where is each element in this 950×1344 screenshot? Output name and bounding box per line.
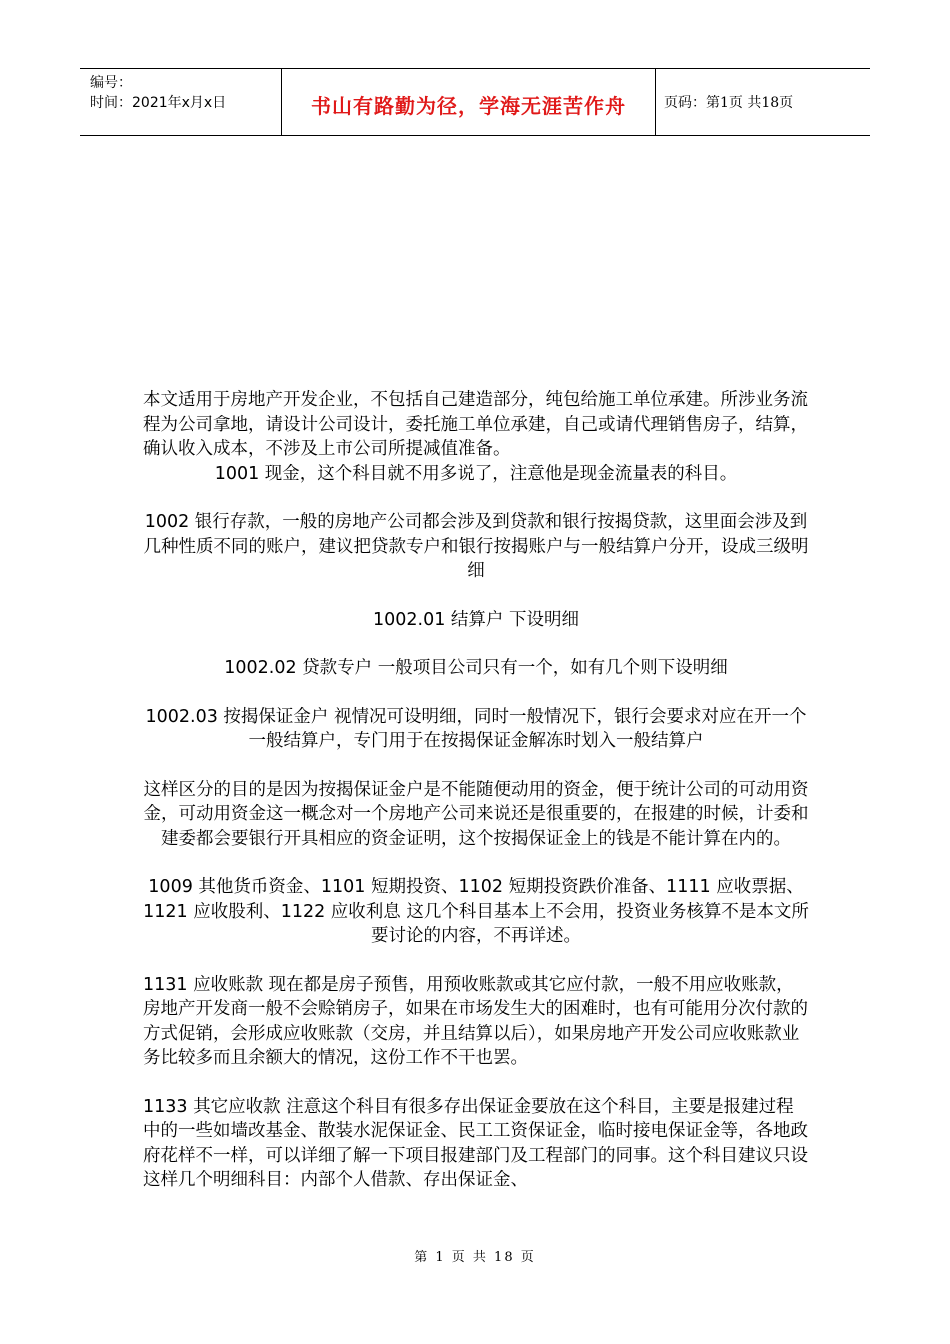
- header-motto-cell: [282, 69, 656, 135]
- paragraph-1002: 1002 银行存款，一般的房地产公司都会涉及到贷款和银行按揭贷款，这里面会涉及到几种性质不同的账户，建议把贷款专户和银行按揭账户与一般结算户分开，设成三级明细: [143, 512, 809, 581]
- header-motto: 书山有路勤为径，学海无涯苦作舟: [311, 93, 626, 118]
- paragraph-1002-01: 1002.01 结算户 下设明细: [373, 609, 579, 630]
- paragraph-1002-02: 1002.02 贷款专户 一般项目公司只有一个，如有几个则下设明细: [224, 658, 728, 678]
- document-number-label: 编号：: [90, 75, 132, 91]
- paragraph-1009: 1009 其他货币资金、1101 短期投资、1102 短期投资跌价准备、1111 应收票据、1121 应收股利、1122 应收利息 这几个科目基本上不会用，投资业务核算不是本文所要讨论的内容，不再详述。: [143, 877, 809, 946]
- header-meta: [80, 69, 282, 135]
- paragraph-intro: 本文适用于房地产开发企业，不包括自己建造部分，纯包给施工单位承建。所涉业务流程为公司拿地，请设计公司设计，委托施工单位承建，自己或请代理销售房子，结算，确认收入成本，不涉及上市公司所提减值准备。: [143, 390, 808, 459]
- paragraph-1133: 1133 其它应收款 注意这个科目有很多存出保证金要放在这个科目，主要是报建过程中的一些如墙改基金、散装水泥保证金、民工工资保证金，临时接电保证金等，各地政府花样不一样，可以详细了解一下项目报建部门及工程部门的同事。这个科目建议只设这样几个明细科目：内部个人借款、存出保证金、: [143, 1096, 808, 1190]
- paragraph-purpose: 这样区分的目的是因为按揭保证金户是不能随便动用的资金，便于统计公司的可动用资金，可动用资金这一概念对一个房地产公司来说还是很重要的，在报建的时候，计委和建委都会要银行开具相应的资金证明，这个按揭保证金上的钱是不能计算在内的。: [143, 779, 809, 849]
- document-header: [80, 68, 870, 136]
- paragraph-1131: 1131 应收账款 现在都是房子预售，用预收账款或其它应付款，一般不用应收账款，房地产开发商一般不会赊销房子，如果在市场发生大的困难时，也有可能用分次付款的方式促销，会形成应收账款（交房，并且结算以后），如果房地产开发公司应收账款业务比较多而且余额大的情况，这份工作不干也罢。: [143, 974, 808, 1068]
- paragraph-1002-03: 1002.03 按揭保证金户 视情况可设明细，同时一般情况下，银行会要求对应在开一个一般结算户，专门用于在按揭保证金解冻时划入一般结算户: [145, 706, 807, 751]
- paragraph-1001: 1001 现金，这个科目就不用多说了，注意他是现金流量表的科目。: [214, 463, 738, 484]
- document-body: [143, 388, 809, 1193]
- document-date: 时间：2021年x月x日: [90, 95, 227, 111]
- page-footer: 第 1 页 共 18 页: [414, 1250, 536, 1265]
- header-page-info: 页码：第1页 共18页: [664, 95, 794, 111]
